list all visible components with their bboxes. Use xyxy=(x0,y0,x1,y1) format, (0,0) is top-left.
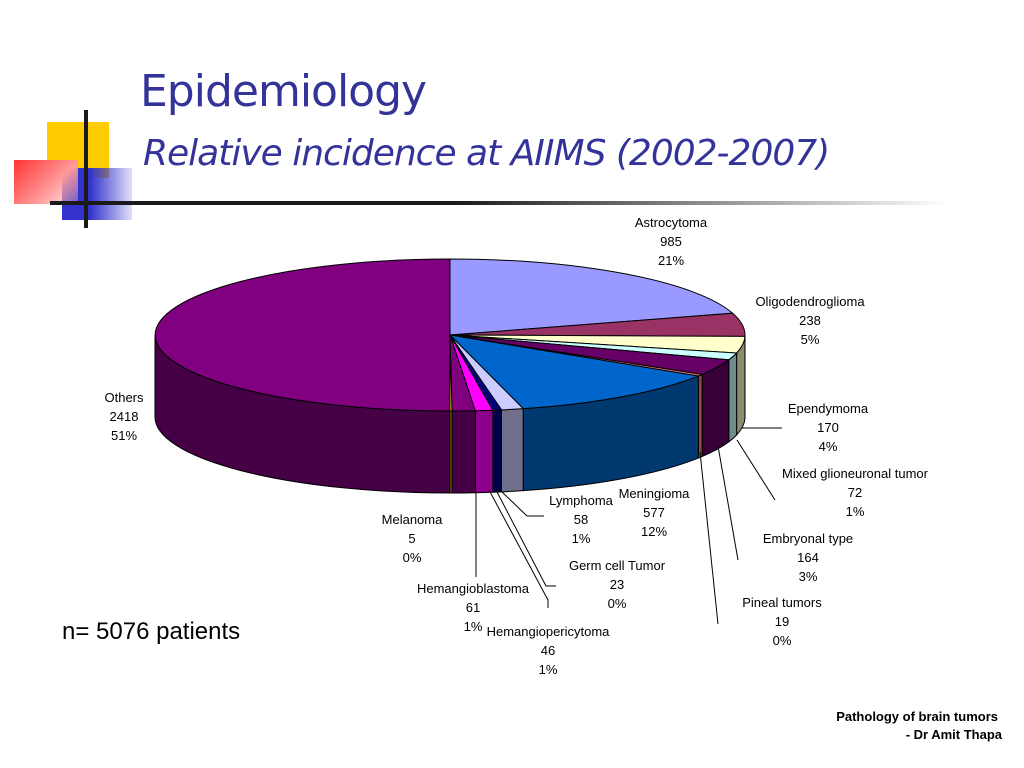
label-value-melanoma: 5 xyxy=(408,531,416,546)
label-value-astrocytoma: 985 xyxy=(660,234,682,249)
label-name-pineal-tumors: Pineal tumors xyxy=(742,595,822,610)
pie-side-germ-cell-tumor xyxy=(493,410,502,492)
label-value-ependymoma: 170 xyxy=(817,420,839,435)
label-value-others: 2418 xyxy=(109,409,139,424)
label-name-germ-cell-tumor: Germ cell Tumor xyxy=(568,558,666,573)
pie-side-lymphoma xyxy=(501,409,523,492)
slide-subtitle: Relative incidence at AIIMS (2002-2007) xyxy=(143,133,830,174)
footer-author: - Dr Amit Thapa xyxy=(905,727,1002,742)
label-percent-pineal-tumors: 0% xyxy=(772,633,792,648)
leader-line-embryonal-type xyxy=(718,446,738,560)
label-value-embryonal-type: 164 xyxy=(797,550,819,565)
label-name-others: Others xyxy=(104,390,144,405)
label-name-mixed-glioneuronal-tumor: Mixed glioneuronal tumor xyxy=(782,466,928,481)
leader-line-pineal-tumors xyxy=(700,452,718,624)
footer-title: Pathology of brain tumors xyxy=(836,709,998,724)
label-percent-oligodendroglioma: 5% xyxy=(800,332,820,347)
label-percent-ependymoma: 4% xyxy=(818,439,838,454)
leader-line-lymphoma xyxy=(500,490,544,516)
pie-side-mixed-glioneuronal-tumor xyxy=(729,353,737,442)
leader-line-germ-cell-tumor xyxy=(496,490,556,586)
label-value-mixed-glioneuronal-tumor: 72 xyxy=(847,485,863,500)
label-value-germ-cell-tumor: 23 xyxy=(609,577,625,592)
label-percent-others: 51% xyxy=(110,428,138,443)
label-value-pineal-tumors: 19 xyxy=(774,614,790,629)
label-name-embryonal-type: Embryonal type xyxy=(762,531,854,546)
label-percent-hemangiopericytoma: 1% xyxy=(538,662,558,677)
pie-side-hemangiopericytoma xyxy=(475,410,493,493)
label-value-meningioma: 577 xyxy=(643,505,665,520)
label-name-meningioma: Meningioma xyxy=(618,486,690,501)
label-name-oligodendroglioma: Oligodendroglioma xyxy=(755,294,865,309)
label-percent-melanoma: 0% xyxy=(402,550,422,565)
label-name-hemangiopericytoma: Hemangiopericytoma xyxy=(486,624,610,639)
patient-count-label: n= 5076 patients xyxy=(62,618,241,645)
leader-line-mixed-glioneuronal-tumor xyxy=(737,440,775,500)
label-percent-mixed-glioneuronal-tumor: 1% xyxy=(845,504,865,519)
label-percent-germ-cell-tumor: 0% xyxy=(607,596,627,611)
label-name-lymphoma: Lymphoma xyxy=(549,493,613,508)
label-value-lymphoma: 58 xyxy=(573,512,589,527)
label-name-ependymoma: Ependymoma xyxy=(787,401,869,416)
pie-side-embryonal-type xyxy=(702,360,729,457)
pie-side-melanoma xyxy=(450,411,452,493)
label-percent-lymphoma: 1% xyxy=(571,531,591,546)
pie-side-hemangioblastoma xyxy=(452,411,475,493)
label-value-oligodendroglioma: 238 xyxy=(799,313,821,328)
label-value-hemangiopericytoma: 46 xyxy=(540,643,556,658)
pie-side-pineal-tumors xyxy=(698,374,702,458)
slide-title: Epidemiology xyxy=(140,66,427,117)
pie-top xyxy=(155,259,745,411)
label-percent-embryonal-type: 3% xyxy=(798,569,818,584)
label-name-hemangioblastoma: Hemangioblastoma xyxy=(416,581,530,596)
label-name-astrocytoma: Astrocytoma xyxy=(634,215,708,230)
label-name-melanoma: Melanoma xyxy=(381,512,443,527)
label-percent-astrocytoma: 21% xyxy=(657,253,685,268)
label-value-hemangioblastoma: 61 xyxy=(465,600,481,615)
label-percent-meningioma: 12% xyxy=(640,524,668,539)
label-percent-hemangioblastoma: 1% xyxy=(463,619,483,634)
